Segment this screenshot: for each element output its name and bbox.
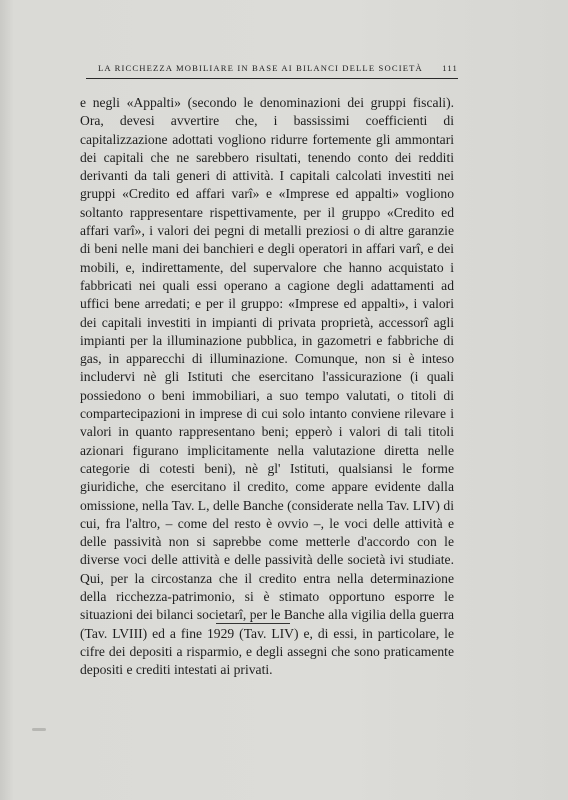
running-title: LA RICCHEZZA MOBILIARE IN BASE AI BILANCI DELLE SOCIETÀ (98, 63, 423, 73)
section-end-rule (216, 623, 290, 624)
paper-mark (32, 728, 46, 731)
page-header (98, 63, 458, 77)
body-text (80, 94, 454, 680)
paragraph: e negli «Appalti» (secondo le denominazioni dei gruppi fiscali). Ora, devesi avvertire che, i bassissimi coefficienti di capitalizzazione adottati vogliono ridurre fortemente gli ammontari dei capitali che ne sarebbero risultati, tenendo conto dei redditi derivanti da tali generi di attività. I capitali calcolati investiti nei gruppi «Credito ed affari varî» e «Imprese ed appalti» vogliono soltanto rappresentare rispettivamente, per il gruppo «Credito ed affari varî», i valori dei pegni di metalli preziosi o di altre garanzie di beni nelle mani dei banchieri e degli operatori in affari varî, e dei mobili, e, indirettamente, del supervalore che hanno acquistato i fabbricati nei quali essi operano a cagione degli adattamenti ad uffici bene arredati; e per il gruppo: «Imprese ed appalti», i valori dei capitali investiti in impianti di privata proprietà, accessorî agli impianti per la illuminazione pubblica, in gazometri e fabbriche di gas, in apparecchi di illuminazione. Comunque, non si è inteso includervi nè gli Istituti che esercitano l'assicurazione (i quali possiedono o beni immobiliari, a suo tempo valutati, o titoli di compartecipazioni in imprese di cui solo intanto conviene rilevare i valori in quanto rappresentano beni; epperò i valori di tali titoli azionari figurano implicitamente nella valutazione diretta nelle categorie di cotesti beni), nè gl' Istituti, qualsiansi le forme giuridiche, che esercitano il credito, come appare evidente dalla omissione, nella Tav. L, delle Banche (considerate nella Tav. LIV) di cui, fra l'altro, – come del resto è ovvio –, le voci delle attività e delle passività non si saprebbe come metterle d'accordo con le diverse voci delle attività e delle passività delle società ivi studiate. Qui, per la circostanza che il credito entra nella determinazione della ricchezza-patrimonio, si è stimato opportuno esporre le situazioni dei bilanci societarî, per le Banche alla vigilia della guerra (Tav. LVIII) ed a fine 1929 (Tav. LIV) e, di essi, in particolare, le cifre dei depositi a risparmio, e degli assegni che sono praticamente depositi e crediti intestati ai privati. (80, 95, 454, 678)
page-number: 111 (442, 63, 458, 73)
header-rule (86, 78, 458, 79)
